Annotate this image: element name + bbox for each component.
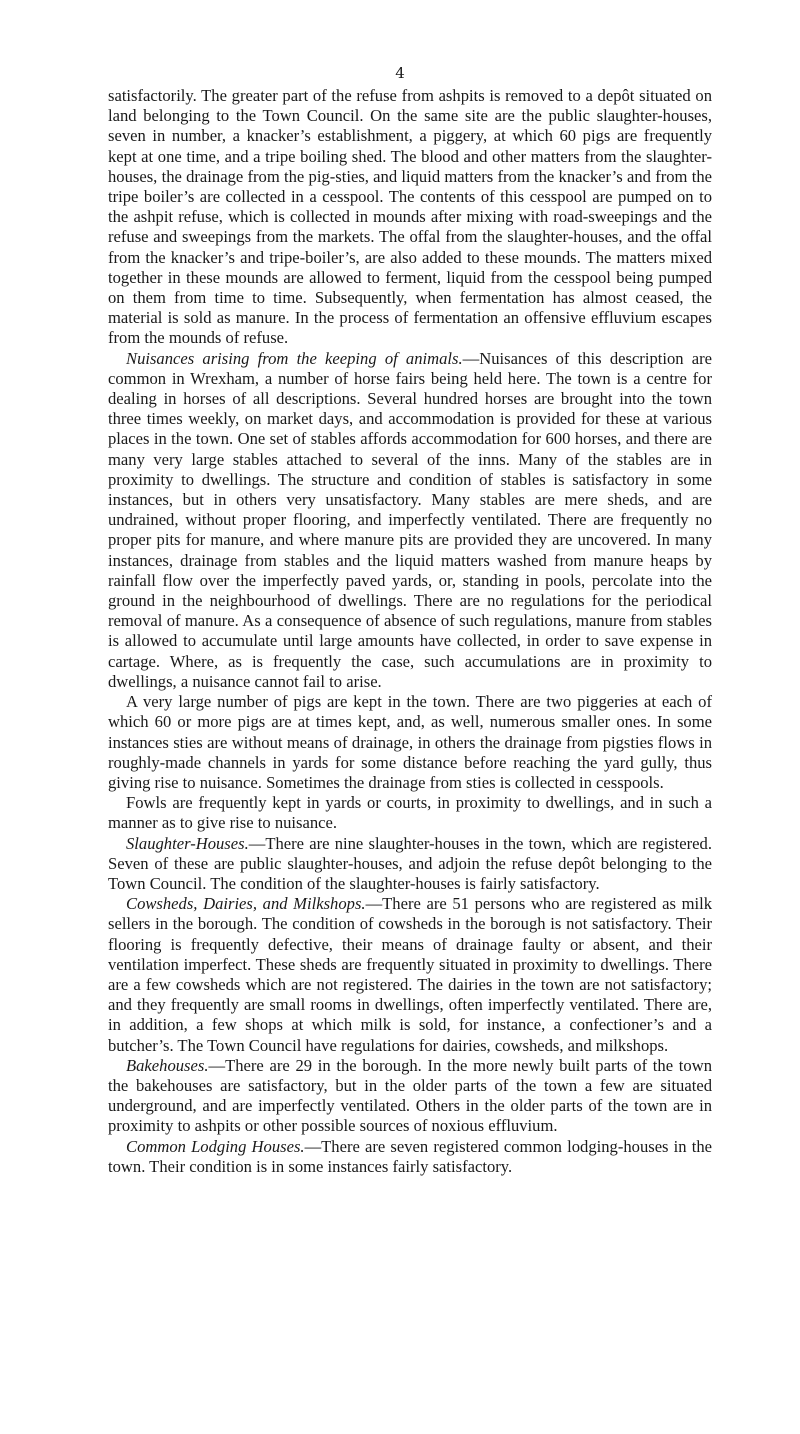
paragraph-fowls [108,793,712,833]
paragraph-slaughter-houses [108,834,712,895]
paragraph-text: Fowls are frequently kept in yards or courts, in proximity to dwellings, and in such a manner as to give rise to nuisance. [108,793,712,833]
section-heading: Bakehouses. [126,1055,209,1075]
section-heading: Nuisances arising from the keeping of animals. [126,348,463,368]
paragraph-refuse-depot [108,86,712,349]
paragraph-text: —There are 51 persons who are registered as milk sellers in the borough. The condition of cowsheds in the borough is not satisfactory. Their flooring is frequently defective, their means of drainage faulty or absent, and their ventilation imperfect. These sheds are frequently situated in proximity to dwellings. There are a few cowsheds which are not registered. The dairies in the town are not satisfactory; and they frequently are small rooms in dwellings, often imperfectly ventilated. There are, in addition, a few shops at which milk is sold, for instance, a confectioner’s and a butcher’s. The Town Council have regulations for dairies, cowsheds, and milkshops. [108,894,712,1055]
page-number: 4 [395,64,405,82]
paragraph-keeping-animals [108,349,712,692]
section-heading: Cowsheds, Dairies, and Milkshops. [126,894,366,914]
paragraph-text: A very large number of pigs are kept in the town. There are two piggeries at each of which 60 or more pigs are at times kept, and, as well, numerous smaller ones. In some instances sties are without means of drainage, in others the drainage from pigsties flows in roughly-made channels in yards for some distance before reaching the yard gully, thus giving rise to nuisance. Sometimes the drainage from sties is collected in cesspools. [108,692,712,792]
section-heading: Common Lodging Houses. [126,1136,305,1156]
report-body [108,86,712,1177]
paragraph-text: —Nuisances of this description are common in Wrexham, a number of horse fairs being held here. The town is a centre for dealing in horses of all descriptions. Several hundred horses are brought into the town three times weekly, on market days, and accommodation is provided for these at various places in the town. One set of stables affords accommodation for 600 horses, and there are many very large stables attached to several of the inns. Many of the stables are in proximity to dwellings. The structure and condition of stables is satisfactory in some instances, but in others very unsatisfactory. Many stables are mere sheds, and are undrained, without proper flooring, and imperfectly ventilated. There are frequently no proper pits for manure, and where manure pits are provided they are uncovered. In many instances, drainage from stables and the liquid matters washed from manure heaps by rainfall flow over the imperfectly paved yards, or, standing in pools, percolate into the ground in the neighbourhood of dwellings. There are no regulations for the periodical removal of manure. As a consequence of absence of such regulations, manure from stables is allowed to accumulate until large amounts have collected, in order to save expense in cartage. Where, as is frequently the case, such accumulations are in proximity to dwellings, a nuisance cannot fail to arise. [108,348,713,691]
paragraph-text: —There are seven registered common lodging-houses in the town. Their condition is in some instances fairly satisfactory. [108,1136,712,1176]
paragraph-text: satisfactorily. The greater part of the refuse from ashpits is removed to a depôt situated on land belonging to the Town Council. On the same site are the public slaughter-houses, seven in number, a knacker’s establishment, a piggery, at which 60 pigs are frequently kept at one time, and a tripe boiling shed. The blood and other matters from the slaughter-houses, the drainage from the pig-sties, and liquid matters from the knacker’s and from the tripe boiler’s are collected in a cesspool. The contents of this cesspool are pumped on to the ashpit refuse, which is collected in mounds after mixing with road-sweepings and the refuse and sweepings from the markets. The offal from the slaughter-houses, and the offal from the knacker’s and tripe-boiler’s, are also added to these mounds. The matters mixed together in these mounds are allowed to ferment, liquid from the cesspool being pumped on them from time to time. Subsequently, when fermentation has almost ceased, the material is sold as manure. In the process of fermentation an offensive effluvium escapes from the mounds of refuse. [108,86,712,348]
paragraph-cowsheds-dairies [108,894,712,1056]
paragraph-lodging-houses [108,1137,712,1177]
paragraph-text: —There are nine slaughter-houses in the town, which are registered. Seven of these are public slaughter-houses, and adjoin the refuse depôt belonging to the Town Council. The condition of the slaughter-houses is fairly satisfactory. [108,833,712,893]
paragraph-pigs [108,692,712,793]
paragraph-bakehouses [108,1056,712,1137]
paragraph-text: —There are 29 in the borough. In the more newly built parts of the town the bakehouses are satisfactory, but in the older parts of the town a few are situated underground, and are imperfectly ventilated. Others in the older parts of the town are in proximity to ashpits or other possible sources of noxious effluvium. [108,1055,712,1136]
section-heading: Slaughter-Houses. [126,833,249,853]
